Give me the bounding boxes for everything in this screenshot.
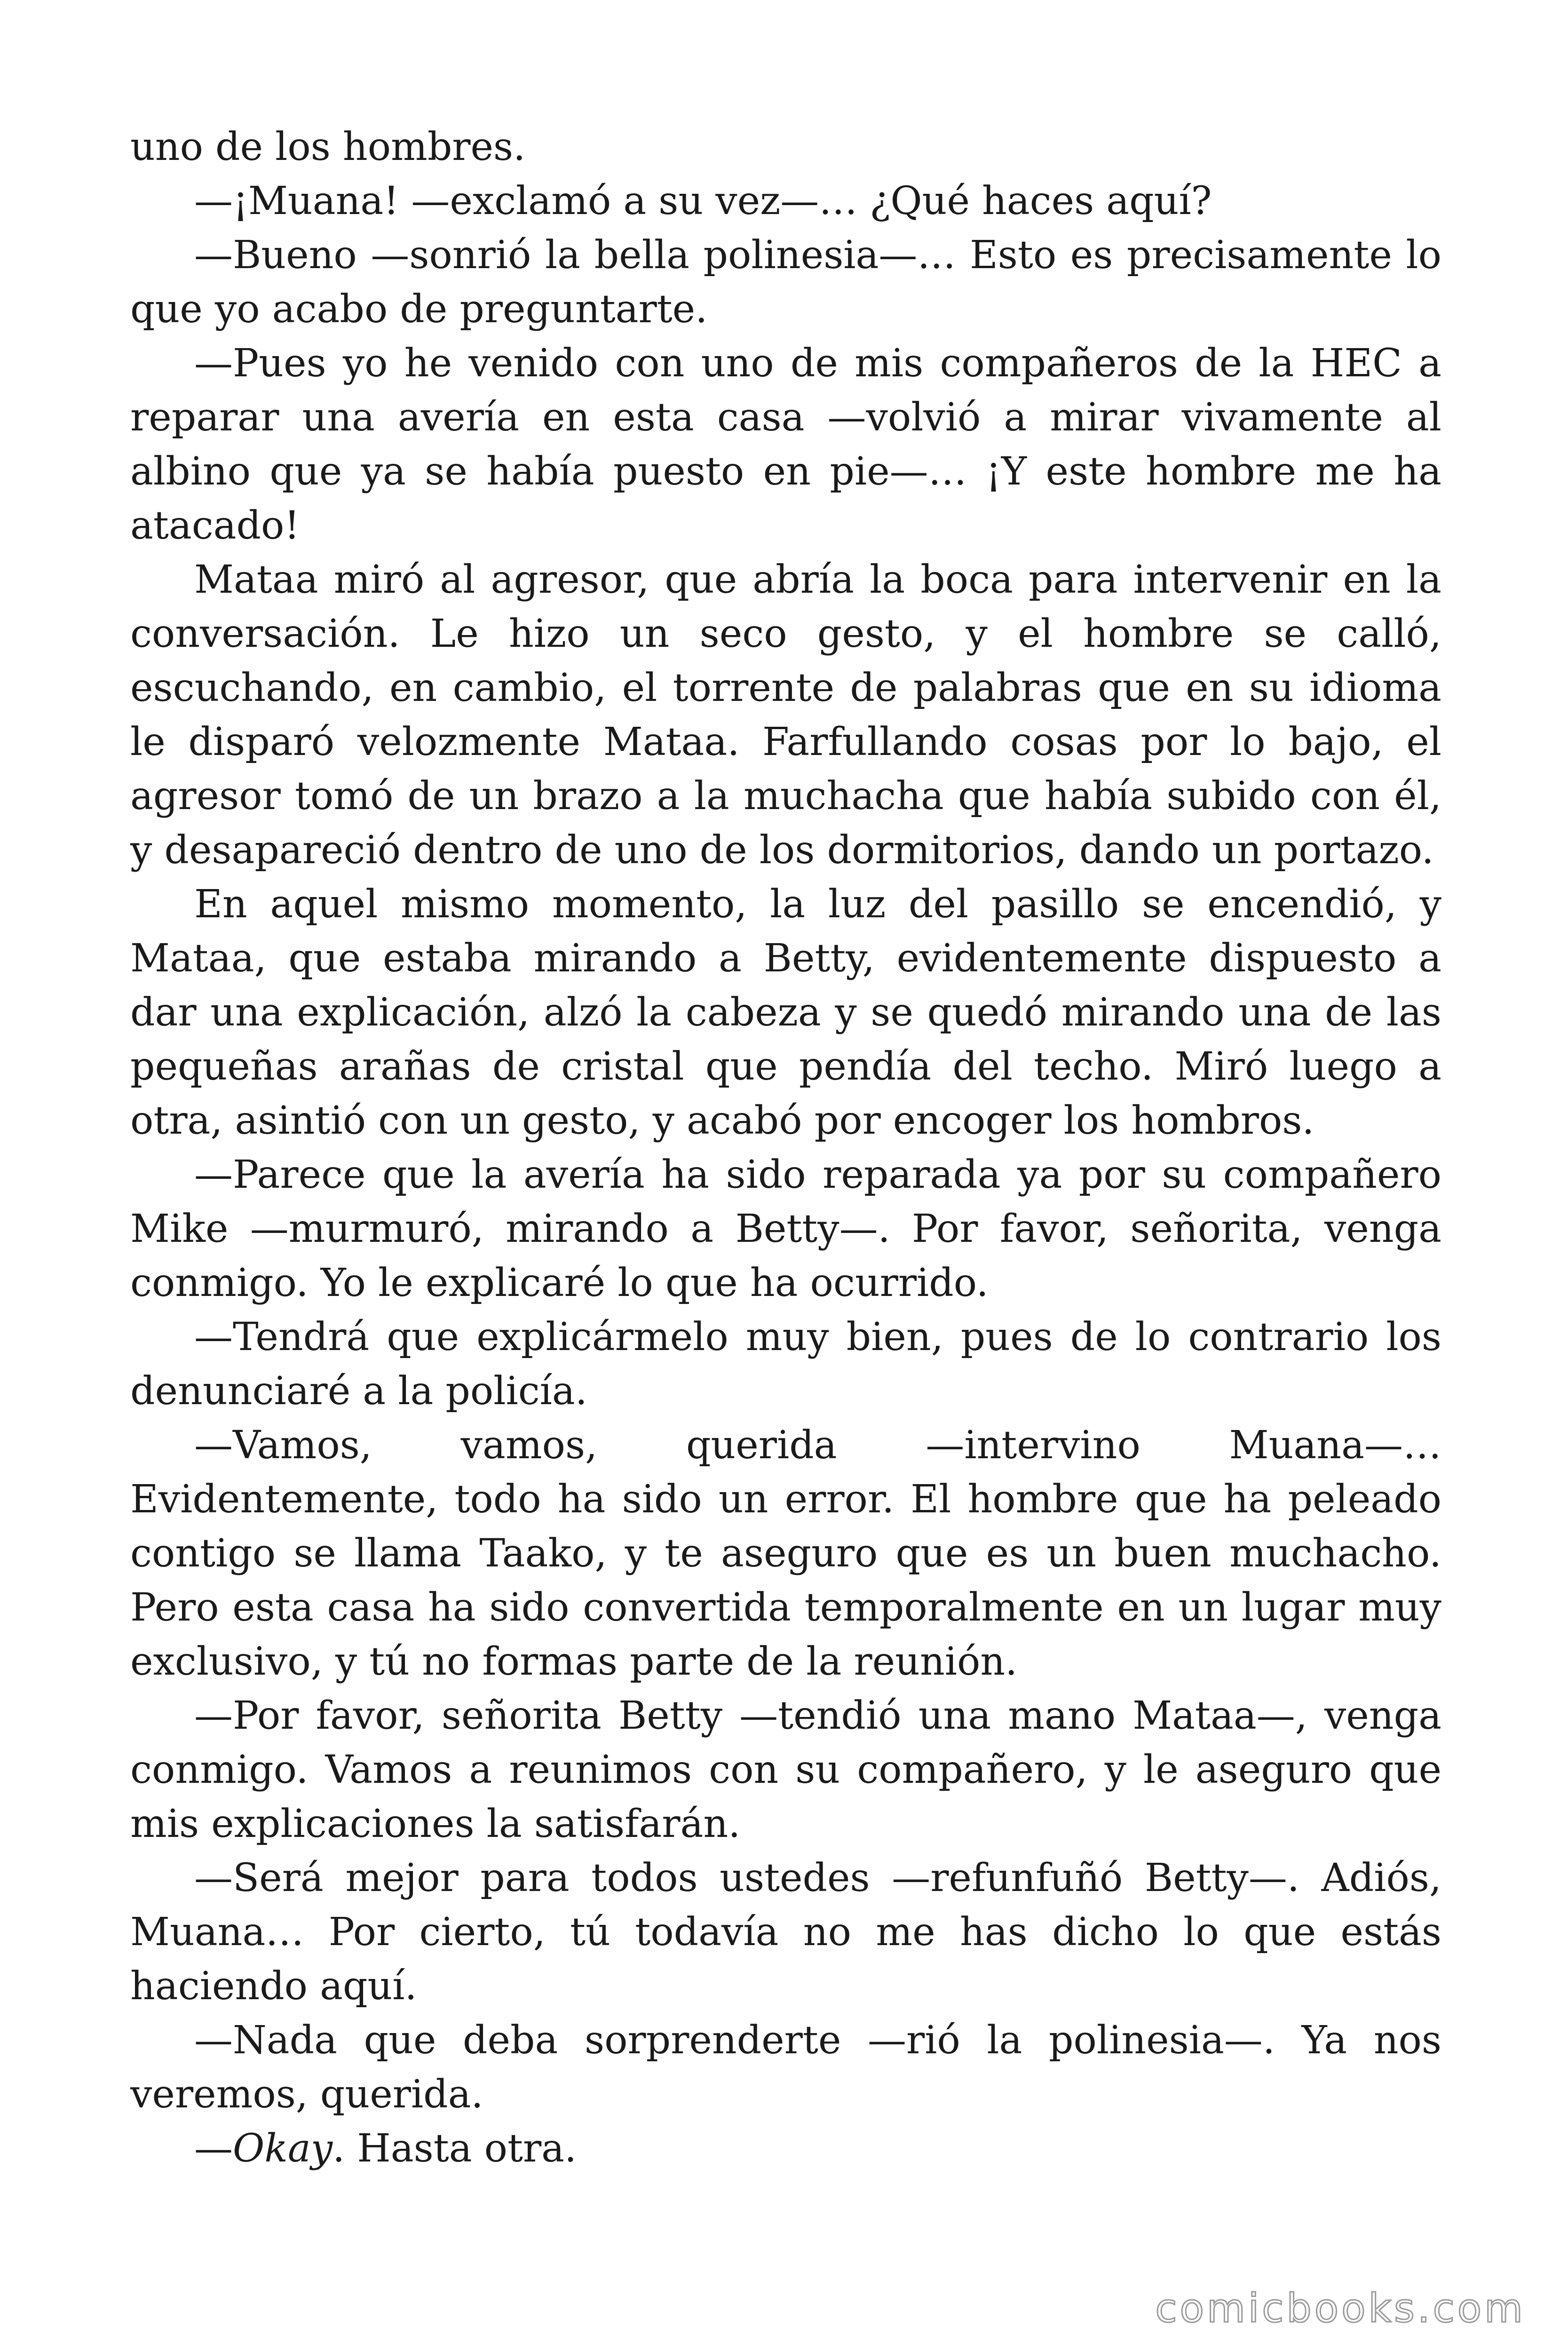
paragraph: —Tendrá que explicármelo muy bien, pues de lo contrario los denunciaré a la policía.	[130, 1315, 1441, 1414]
paragraph: Mataa miró al agresor, que abría la boca para intervenir en la conversación. Le hizo un seco gesto, y el hombre se calló, escuchando, en cambio, el torrente de palabras que en su idioma le disparó velozmente Mataa. Farfullando cosas por lo bajo, el agresor tomó de un brazo a la muchacha que había subido con él, y desapareció dentro de uno de los dormitorios, dando un portazo.	[130, 557, 1441, 873]
paragraph: —Parece que la avería ha sido reparada ya por su compañero Mike —murmuró, mirando a Betty—. Por favor, señorita, venga conmigo. Yo le explicaré lo que ha ocurrido.	[130, 1152, 1441, 1305]
italic-word: Okay	[233, 2126, 333, 2171]
watermark-logo: comicbooks.com	[1155, 2285, 1526, 2331]
page-text	[130, 120, 1441, 2176]
paragraph: —Será mejor para todos ustedes —refunfuñó Betty—. Adiós, Muana… Por cierto, tú todavía no me has dicho lo que estás haciendo aquí.	[130, 1856, 1441, 2009]
final-dash: —	[194, 2126, 233, 2171]
paragraph: —Bueno —sonrió la bella polinesia—… Esto es precisamente lo que yo acabo de preguntarte.	[130, 233, 1441, 332]
final-text: . Hasta otra.	[333, 2126, 577, 2171]
paragraph: uno de los hombres.	[130, 125, 526, 169]
paragraph: —Por favor, señorita Betty —tendió una mano Mataa—, venga conmigo. Vamos a reunimos con su compañero, y le aseguro que mis explicaciones la satisfarán.	[130, 1693, 1441, 1846]
paragraph: —¡Muana! —exclamó a su vez—… ¿Qué haces aquí?	[194, 179, 1212, 223]
paragraph: —Nada que deba sorprenderte —rió la polinesia—. Ya nos veremos, querida.	[130, 2018, 1441, 2117]
paragraph: —Pues yo he venido con uno de mis compañeros de la HEC a reparar una avería en esta casa —volvió a mirar vivamente al albino que ya se había puesto en pie—… ¡Y este hombre me ha atacado!	[130, 341, 1441, 548]
paragraph: —Vamos, vamos, querida —intervino Muana—… Evidentemente, todo ha sido un error. El hombre que ha peleado contigo se llama Taako, y te aseguro que es un buen muchacho. Pero esta casa ha sido convertida temporalmente en un lugar muy exclusivo, y tú no formas parte de la reunión.	[130, 1423, 1441, 1684]
paragraph: En aquel mismo momento, la luz del pasillo se encendió, y Mataa, que estaba mirando a Betty, evidentemente dispuesto a dar una explicación, alzó la cabeza y se quedó mirando una de las pequeñas arañas de cristal que pendía del techo. Miró luego a otra, asintió con un gesto, y acabó por encoger los hombros.	[130, 882, 1441, 1143]
final-paragraph	[130, 2122, 1441, 2176]
